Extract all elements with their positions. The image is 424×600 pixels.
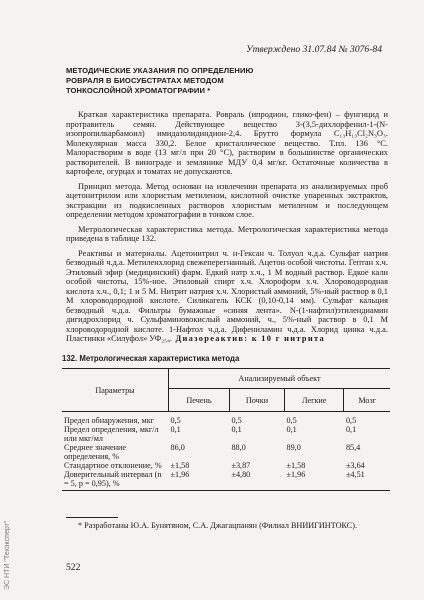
row-label: Доверительный интервал (n = 5, p = 0,95), % — [62, 470, 169, 491]
table-row — [62, 461, 390, 470]
paragraph-lead: Принцип метода. — [78, 181, 143, 191]
metrology-table — [62, 368, 390, 491]
paragraph-text: Метод основан на извлечении препарата из анализируемых проб ацетонитрилом или хлористым метиленом, кислотной очистке упаренных экстрактов, экстракции из подкисленных растворов хлористым метиленом и последующем определении методом хроматографии в тонком слое. — [66, 181, 388, 219]
paragraph-text: Ацетонитрил ч. н-Гексан ч. Толуол ч.д.а. Сульфат натрия безводный ч.д.а. Метиленхлорид свежеперегнанный. Ацетон особой чистоты. Гептан х.ч. Этиловый эфир (медицинский) фарм. Едкий натр х.ч., 1 М водный раствор. Едкое кали особой чистоты, 15%-ное. Этиловый спирт х.ч. Хлороформ х.ч. Хлороводородная кислота х.ч., 0,1; 1 и 5 М. Нитрит натрия х.ч. Хлористый аммоний, 5%-ный раствор в 0,1 М хлороводородной кислоте. Силикагель КСК (0,10-0,14 мм). Сульфат кальция безводный ч.д.а. Фильтры бумажные «синяя лента». N-(1-нафтил)этилендиамин дигидрохлорид ч. Сульфаминовокислый аммоний, ч., 5%-ный раствор в 0,1 М хлороводородной кислоте. 1-Нафтол ч.д.а. Дифениламин ч.д.а. Хлорид цинка ч.д.а. Пластинки «Силуфол» УФ₂₅₄. — [66, 248, 388, 343]
cell-value: 86,0 — [170, 443, 185, 452]
column-header: Легкие — [284, 389, 343, 412]
paragraph-metrology — [66, 225, 388, 244]
cell-value: 0,1 — [286, 425, 297, 434]
cell-value: 0,1 — [170, 425, 181, 434]
paragraph-principle — [66, 182, 388, 220]
row-label: Среднее значение определения, % — [64, 443, 127, 461]
column-header: Мозг — [344, 389, 390, 412]
paragraph-tail: к 10 г нитрита — [248, 334, 325, 343]
cell-value: 88,0 — [231, 443, 246, 452]
title-line-3: ТОНКОСЛОЙНОЙ ХРОМАТОГРАФИИ * — [66, 86, 211, 95]
row-label: Предел обнаружения, мкг — [64, 416, 155, 425]
footnote: * Разработаны Ю.А. Бунятяном, С.А. Джагацпанян (Филиал ВНИИГИНТОКС). — [78, 521, 358, 530]
title-line-1: МЕТОДИЧЕСКИЕ УКАЗАНИЯ ПО ОПРЕДЕЛЕНИЮ — [66, 66, 254, 75]
cell-value: 0,5 — [286, 416, 297, 425]
column-header: Печень — [169, 389, 230, 412]
document-title — [66, 66, 296, 96]
diazo-reagent-label: Диазореактив: — [172, 334, 249, 343]
params-header: Параметры — [62, 369, 169, 412]
cell-value: ±4,80 — [229, 470, 284, 491]
table-caption: 132. Метрологическая характеристика метода — [62, 354, 240, 363]
cell-value: 0,5 — [170, 416, 181, 425]
paragraph-lead: Реактивы и материалы. — [78, 248, 167, 258]
row-label: Стандартное отклонение, % — [64, 461, 162, 470]
footnote-divider — [66, 517, 118, 518]
cell-value: ±1,58 — [286, 461, 306, 470]
title-line-2: РОВРАЛЯ В БИОСУБСТРАТАХ МЕТОДОМ — [66, 76, 224, 85]
cell-value: ±3,64 — [345, 461, 365, 470]
cell-value: 85,4 — [345, 443, 361, 452]
cell-value: ±1,58 — [170, 461, 190, 470]
table-row — [62, 470, 390, 491]
cell-value: ±1,96 — [169, 470, 230, 491]
side-stamp — [4, 460, 16, 594]
approval-note: Утверждено 31.07.84 № 3076-84 — [246, 44, 382, 55]
paragraph-text: Метрологическая характеристика метода приведена в таблице 132. — [66, 224, 388, 243]
paragraph-lead: Краткая характеристика препарата. — [78, 110, 212, 119]
cell-value: 0,5 — [345, 416, 357, 425]
cell-value: ±1,96 — [284, 470, 343, 491]
paragraph-text: Ровраль (ипродион, глико-фен) – фунгицид и протравитель семян. Действующее вещество 3-(3,5-дихлорфенил-1-(N-изопропилкарбамоил) имидазолидиндион-2,4. Брутто формула C₁₃H₁₃Cl₂N₃O₃. Молекулярная масса 330,2. Белое кристаллическое вещество. Т.пл. 136 °С. Малорастворим в воде (13 мг/л при 20 °С), растворим в большинстве органических растворителей. В винограде и землянике МДУ 0,4 мг/кг. Остаточные количества в картофеле, огурцах и томатах не допускаются. — [66, 110, 388, 176]
column-header: Почки — [229, 389, 284, 412]
stamp-text: ЭС НТИ "Техэксперт" — [4, 520, 11, 590]
cell-value: 0,1 — [231, 425, 242, 434]
paragraph-characteristics — [66, 110, 388, 177]
cell-value: ±4,51 — [344, 470, 390, 491]
group-header: Анализируемый объект — [169, 369, 391, 389]
cell-value: ±3,87 — [231, 461, 251, 470]
paragraph-reagents — [66, 249, 388, 344]
cell-value: 0,1 — [345, 425, 357, 434]
table-row — [62, 443, 390, 461]
paragraph-lead: Метрологическая характеристика метода. — [78, 224, 235, 234]
page-number: 522 — [66, 562, 81, 573]
body-text — [66, 110, 388, 349]
row-label: Предел определения, мкг/л или мкг/мл — [64, 425, 159, 443]
table-row — [62, 425, 390, 443]
cell-value: 89,0 — [286, 443, 301, 452]
cell-value: 0,5 — [231, 416, 242, 425]
table-row — [62, 412, 390, 426]
